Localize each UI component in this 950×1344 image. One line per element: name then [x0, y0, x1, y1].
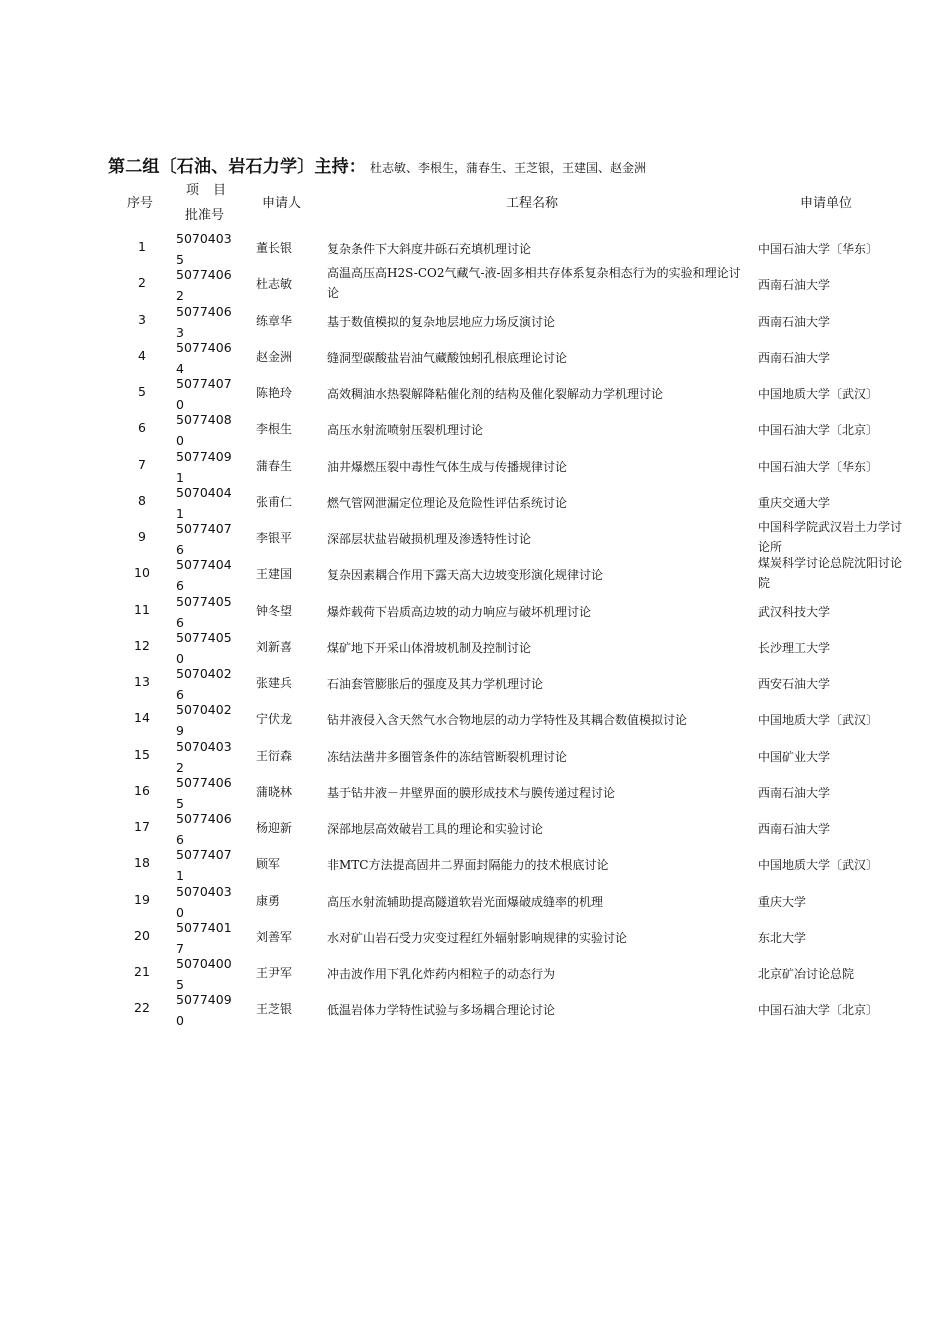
approval-number: 50774076: [176, 521, 232, 557]
table-row: [0, 992, 950, 1031]
project-title: 燃气管网泄漏定位理论及危险性评估系统讨论: [327, 495, 568, 510]
row-index: 20: [134, 927, 150, 943]
approval-number: 50704035: [176, 231, 232, 267]
project-title: 爆炸载荷下岩质高边坡的动力响应与破坏机理讨论: [327, 604, 592, 619]
applicant-name: 张甫仁: [256, 494, 293, 509]
approval-number: 50774070: [176, 376, 232, 412]
project-title: 高压水射流喷射压裂机理讨论: [327, 423, 484, 438]
applicant-unit: 长沙理工大学: [758, 640, 831, 655]
applicant-name: 康勇: [256, 893, 281, 908]
table-row: [0, 774, 950, 814]
row-index: 17: [134, 819, 150, 834]
project-title: 煤矿地下开采山体滑坡机制及控制讨论: [327, 640, 532, 655]
table-row: [0, 448, 950, 488]
project-title: 高压水射流辅助提高隧道软岩光面爆破成缝率的机理: [327, 894, 604, 909]
project-title: 非MTC方法提高固井二界面封隔能力的技术根底讨论: [327, 858, 609, 873]
applicant-name: 王尹军: [256, 966, 293, 980]
applicant-unit: 西南石油大学: [758, 278, 831, 293]
row-index: 9: [138, 529, 146, 544]
row-index: 6: [138, 420, 146, 436]
table-row: [0, 738, 950, 778]
approval-number: 50774063: [176, 303, 232, 340]
applicant-name: 钟冬望: [256, 603, 293, 618]
row-index: 1: [138, 239, 146, 254]
applicant-unit: 重庆交通大学: [758, 495, 831, 510]
applicant-name: 张建兵: [256, 676, 293, 690]
applicant-unit: 中国科学院武汉岩土力学讨论所: [758, 520, 903, 554]
table-row: [0, 629, 950, 669]
project-title: 基于数值模拟的复杂地层地应力场反演讨论: [327, 314, 556, 329]
table-row: [0, 556, 950, 596]
column-header-project: 项目: [186, 183, 241, 198]
approval-number: 50774056: [176, 593, 232, 630]
project-title: 高温高压高H2S-CO2气藏气-液-固多相共存体系复杂相态行为的实验和理论讨论: [327, 266, 741, 301]
approval-number: 50774066: [176, 811, 232, 847]
applicant-name: 练章华: [256, 313, 293, 328]
approval-number: 50774091: [176, 448, 232, 485]
applicant-name: 王建国: [256, 567, 293, 582]
applicant-name: 刘善军: [256, 929, 293, 944]
row-index: 22: [134, 1000, 150, 1016]
project-title: 缝洞型碳酸盐岩油气藏酸蚀蚓孔根底理论讨论: [327, 350, 568, 365]
approval-number: 50704029: [176, 702, 232, 739]
approval-number: 50774050: [176, 629, 232, 666]
table-row: [0, 811, 950, 850]
project-title: 复杂因素耦合作用下露天高大边坡变形演化规律讨论: [327, 568, 604, 583]
approval-number: 50704041: [176, 484, 232, 521]
table-row: [0, 702, 950, 741]
applicant-name: 赵金洲: [256, 349, 293, 364]
project-title: 深部层状盐岩破损机理及渗透特性讨论: [327, 532, 532, 546]
project-title: 高效稠油水热裂解降粘催化剂的结构及催化裂解动力学机理讨论: [327, 387, 664, 401]
table-row: [0, 376, 950, 415]
row-index: 10: [134, 565, 150, 581]
applicant-unit: 西南石油大学: [758, 350, 831, 365]
approval-number: 50774062: [176, 267, 232, 304]
applicant-unit: 中国地质大学〔武汉〕: [758, 387, 879, 401]
table-row: [0, 956, 950, 995]
section-title: 第二组〔石油、岩石力学〕主持：: [108, 157, 366, 177]
table-row: [0, 919, 950, 959]
applicant-unit: 中国矿业大学: [758, 749, 831, 764]
row-index: 13: [134, 674, 150, 689]
applicant-unit: 武汉科技大学: [758, 604, 831, 619]
row-index: 3: [138, 311, 146, 327]
applicant-unit: 中国石油大学〔北京〕: [758, 1003, 879, 1018]
applicant-name: 顾军: [256, 857, 281, 872]
applicant-unit: 西南石油大学: [758, 314, 831, 329]
applicant-unit: 东北大学: [758, 930, 807, 945]
project-title: 钻井液侵入含天然气水合物地层的动力学特性及其耦合数值模拟讨论: [327, 713, 688, 728]
table-row: [0, 266, 950, 306]
applicant-unit: 西安石油大学: [758, 677, 831, 691]
project-title: 油井爆燃压裂中毒性气体生成与传播规律讨论: [327, 459, 568, 474]
applicant-name: 王衍森: [256, 748, 293, 763]
project-title: 深部地层高效破岩工具的理论和实验讨论: [327, 822, 544, 836]
approval-number: 50774017: [176, 919, 232, 956]
project-title: 基于钻井液－井壁界面的膜形成技术与膜传递过程讨论: [327, 785, 616, 800]
project-title: 冻结法凿井多圈管条件的冻结管断裂机理讨论: [327, 749, 568, 764]
applicant-name: 杜志敏: [256, 277, 293, 292]
row-index: 4: [138, 347, 146, 363]
project-title: 水对矿山岩石受力灾变过程红外辐射影响规律的实验讨论: [327, 930, 628, 945]
approval-number: 50774065: [176, 774, 232, 811]
row-index: 15: [134, 746, 150, 762]
approval-number: 50774071: [176, 847, 232, 884]
applicant-name: 刘新喜: [256, 639, 293, 654]
approval-number: 50704030: [176, 883, 232, 920]
approval-number: 50774046: [176, 557, 232, 594]
row-index: 11: [134, 601, 150, 617]
applicant-name: 宁伏龙: [256, 712, 293, 727]
section-hosts: 杜志敏、李根生，蒲春生、王芝银，王建国、赵金洲: [370, 161, 647, 175]
table-row: [0, 303, 950, 343]
approval-number: 50774080: [176, 412, 232, 449]
applicant-unit: 西南石油大学: [758, 822, 831, 836]
applicant-name: 李根生: [256, 422, 293, 437]
project-title: 冲击波作用下乳化炸药内相粒子的动态行为: [327, 967, 556, 981]
applicant-unit: 西南石油大学: [758, 785, 831, 800]
applicant-name: 陈艳玲: [256, 386, 293, 400]
applicant-name: 蒲春生: [256, 458, 293, 473]
project-title: 复杂条件下大斜度井砾石充填机理讨论: [327, 242, 532, 256]
applicant-name: 杨迎新: [256, 821, 293, 835]
row-index: 16: [134, 782, 150, 798]
row-index: 2: [138, 275, 146, 291]
approval-number: 50774064: [176, 339, 232, 376]
applicant-name: 董长银: [256, 241, 293, 255]
applicant-name: 王芝银: [256, 1002, 293, 1017]
table-row: [0, 339, 950, 379]
row-index: 21: [134, 964, 150, 979]
project-title: 低温岩体力学特性试验与多场耦合理论讨论: [327, 1003, 556, 1018]
table-row: [0, 883, 950, 923]
approval-number: 50704005: [176, 956, 232, 992]
project-title: 石油套管膨胀后的强度及其力学机理讨论: [327, 677, 544, 691]
column-header-seq: 序号: [127, 196, 154, 211]
row-index: 12: [134, 637, 150, 653]
row-index: 7: [138, 456, 146, 472]
section-heading: [108, 152, 646, 177]
table-row: [0, 593, 950, 633]
column-header-project-name: 工程名称: [506, 196, 559, 211]
applicant-unit: 煤炭科学讨论总院沈阳讨论院: [758, 556, 903, 591]
row-index: 5: [138, 384, 146, 399]
column-header-applicant: 申请人: [262, 196, 302, 211]
column-header-unit: 申请单位: [800, 196, 853, 211]
table-row: [0, 666, 950, 705]
row-index: 18: [134, 855, 150, 871]
table-row: [0, 412, 950, 451]
row-index: 19: [134, 891, 150, 907]
applicant-unit: 中国石油大学〔华东〕: [758, 459, 879, 474]
row-index: 8: [138, 492, 146, 508]
row-index: 14: [134, 710, 150, 726]
applicant-unit: 北京矿冶讨论总院: [758, 967, 855, 981]
column-header-approval-number: 批准号: [185, 208, 225, 223]
applicant-unit: 中国地质大学〔武汉〕: [758, 713, 879, 728]
applicant-name: 蒲晓林: [256, 784, 293, 799]
applicant-unit: 中国石油大学〔北京〕: [758, 423, 879, 438]
applicant-unit: 重庆大学: [758, 894, 807, 909]
table-row: [0, 847, 950, 886]
approval-number: 50774090: [176, 992, 232, 1029]
applicant-unit: 中国地质大学〔武汉〕: [758, 858, 879, 873]
applicant-unit: 中国石油大学〔华东〕: [758, 242, 879, 256]
applicant-name: 李银平: [256, 531, 293, 545]
approval-number: 50704032: [176, 738, 232, 775]
approval-number: 50704026: [176, 666, 232, 702]
